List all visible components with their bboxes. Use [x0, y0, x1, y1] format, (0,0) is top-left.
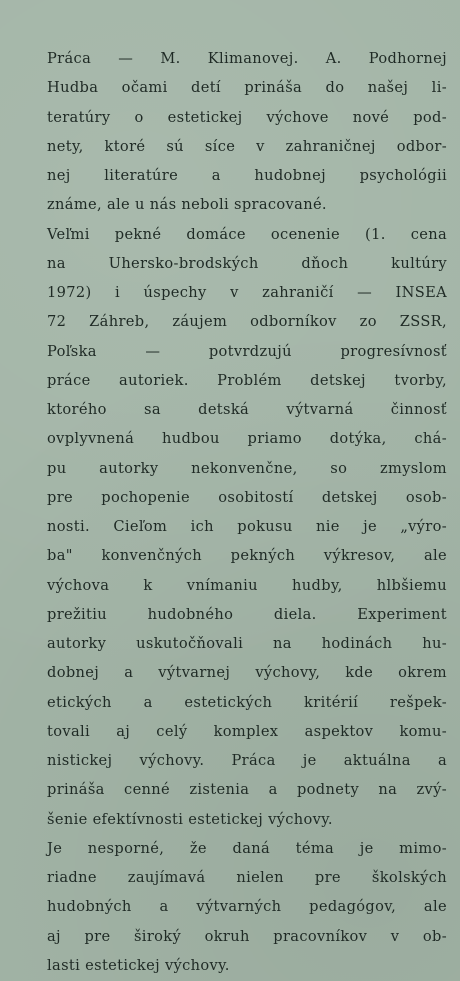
blurb-text — [47, 44, 447, 980]
text-line: pre pochopenie osobitostí detskej osob- — [47, 488, 447, 506]
text-line: nety, ktoré sú síce v zahraničnej odbor- — [47, 137, 447, 155]
text-line: autorky uskutočňovali na hodinách hu- — [47, 635, 447, 652]
text-line: teratúry o estetickej výchove nové pod- — [47, 108, 447, 126]
text-line: nosti. Cieľom ich pokusu nie je „výro- — [47, 518, 447, 535]
text-line: etických a estetických kritérií rešpek- — [47, 693, 447, 711]
text-line: tovali aj celý komplex aspektov komu- — [47, 722, 447, 740]
text-line: 72 Záhreb, záujem odborníkov zo ZSSR, — [47, 313, 447, 331]
text-line: Je nesporné, že daná téma je mimo- — [47, 839, 447, 857]
text-line: šenie efektívnosti estetickej výchovy. — [47, 810, 333, 828]
text-line: ovplyvnená hudbou priamo dotýka, chá- — [47, 430, 447, 448]
text-line: hudobných a výtvarných pedagógov, ale — [47, 898, 447, 916]
text-line: Veľmi pekné domáce ocenenie (1. cena — [47, 225, 447, 243]
text-line: známe, ale u nás neboli spracované. — [47, 196, 327, 214]
text-line: ba" konvenčných pekných výkresov, ale — [47, 547, 447, 565]
text-line: nistickej výchovy. Práca je aktuálna a — [47, 752, 447, 769]
text-line: dobnej a výtvarnej výchovy, kde okrem — [47, 664, 447, 682]
text-line: nej literatúre a hudobnej psychológii — [47, 167, 447, 184]
text-line: pu autorky nekonvenčne, so zmyslom — [47, 459, 447, 477]
text-line: Hudba očami detí prináša do našej li- — [47, 79, 447, 97]
text-line: 1972) i úspechy v zahraničí — INSEA — [47, 284, 447, 301]
text-line: na Uhersko-brodských dňoch kultúry — [47, 254, 447, 272]
text-line: prináša cenné zistenia a podnety na zvý- — [47, 781, 447, 799]
text-line: lasti estetickej výchovy. — [47, 956, 230, 974]
text-line: Práca — M. Klimanovej. A. Podhornej — [47, 50, 447, 67]
text-line: práce autoriek. Problém detskej tvorby, — [47, 371, 447, 389]
text-line: ktorého sa detská výtvarná činnosť — [47, 401, 447, 418]
text-line: riadne zaujímavá nielen pre školských — [47, 869, 447, 886]
text-line: výchova k vnímaniu hudby, hlbšiemu — [47, 576, 447, 594]
text-line: prežitiu hudobného diela. Experiment — [47, 605, 447, 623]
text-line: Poľska — potvrdzujú progresívnosť — [47, 342, 447, 360]
text-line: aj pre široký okruh pracovníkov v ob- — [47, 927, 447, 945]
